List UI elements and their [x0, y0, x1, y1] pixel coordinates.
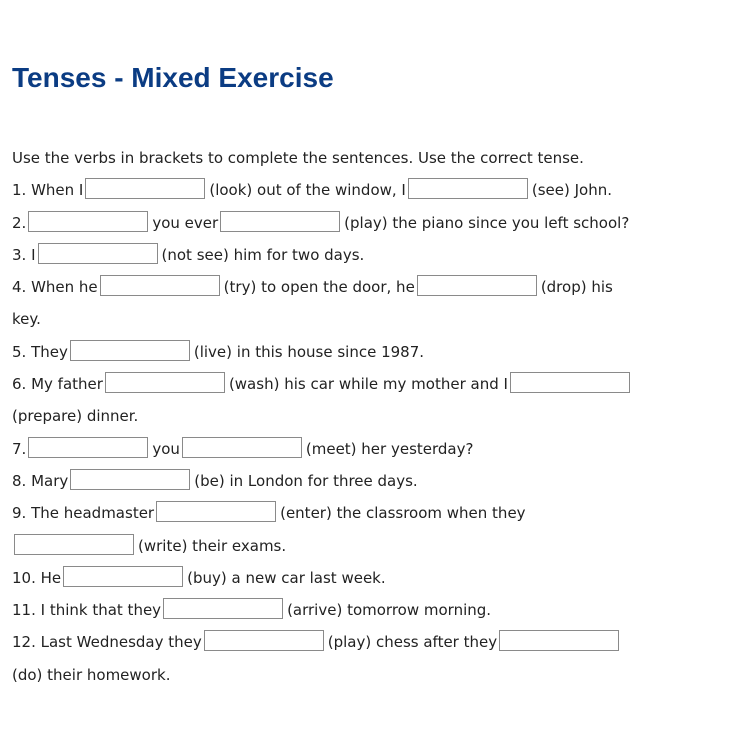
sentence-text: (not see) him for two days.: [161, 245, 365, 264]
exercise-line: [12, 530, 712, 562]
answer-input[interactable]: [14, 534, 134, 555]
sentence-text: (see) John.: [531, 181, 612, 200]
answer-input[interactable]: [70, 340, 190, 361]
answer-input[interactable]: [163, 598, 283, 619]
sentence-text: 1. When I: [12, 181, 84, 200]
sentence-text: (try) to open the door, he: [223, 278, 415, 297]
exercise-line: [12, 239, 712, 271]
answer-input[interactable]: [408, 178, 528, 199]
answer-input[interactable]: [28, 437, 148, 458]
exercise-line: [12, 174, 712, 206]
answer-input[interactable]: [499, 630, 619, 651]
sentence-text: 8. Mary: [12, 471, 69, 490]
sentence-text: (meet) her yesterday?: [305, 439, 474, 458]
exercise-line: [12, 497, 712, 529]
answer-input[interactable]: [204, 630, 324, 651]
sentence-text: (be) in London for three days.: [194, 471, 418, 490]
exercise-line: [12, 433, 712, 465]
exercise-lines: [12, 174, 712, 691]
sentence-text: 10. He: [12, 568, 62, 587]
sentence-text: (look) out of the window, I: [209, 181, 406, 200]
sentence-text: (wash) his car while my mother and I: [228, 375, 508, 394]
sentence-text: 4. When he: [12, 278, 98, 297]
sentence-text: (do) their homework.: [12, 665, 171, 684]
answer-input[interactable]: [417, 275, 537, 296]
answer-input[interactable]: [85, 178, 205, 199]
answer-input[interactable]: [63, 566, 183, 587]
sentence-text: 9. The headmaster: [12, 504, 155, 523]
sentence-text: 5. They: [12, 342, 68, 361]
exercise-line: [12, 594, 712, 626]
sentence-text: (play) chess after they: [327, 633, 498, 652]
sentence-text: (drop) his: [540, 278, 613, 297]
sentence-text: (enter) the classroom when they: [280, 504, 526, 523]
exercise-line: [12, 207, 712, 239]
answer-input[interactable]: [100, 275, 220, 296]
answer-input[interactable]: [105, 372, 225, 393]
sentence-text: (prepare) dinner.: [12, 407, 139, 426]
answer-input[interactable]: [182, 437, 302, 458]
page-title: Tenses - Mixed Exercise: [12, 62, 334, 93]
sentence-text: 2.: [12, 213, 27, 232]
sentence-text: you ever: [152, 213, 219, 232]
sentence-text: 11. I think that they: [12, 601, 162, 620]
sentence-text: key.: [12, 310, 41, 329]
answer-input[interactable]: [220, 211, 340, 232]
sentence-text: (write) their exams.: [138, 536, 287, 555]
answer-input[interactable]: [510, 372, 630, 393]
sentence-text: you: [152, 439, 180, 458]
sentence-text: (live) in this house since 1987.: [193, 342, 425, 361]
exercise-line: [12, 368, 712, 400]
sentence-text: (play) the piano since you left school?: [344, 213, 630, 232]
answer-input[interactable]: [156, 501, 276, 522]
sentence-text: (arrive) tomorrow morning.: [287, 601, 492, 620]
exercise-line: [12, 271, 712, 303]
sentence-text: 6. My father: [12, 375, 103, 394]
exercise-line: [12, 400, 712, 432]
exercise-line: [12, 303, 712, 335]
exercise-line: [12, 659, 712, 691]
exercise-line: [12, 562, 712, 594]
sentence-text: 3. I: [12, 245, 36, 264]
sentence-text: 12. Last Wednesday they: [12, 633, 202, 652]
answer-input[interactable]: [70, 469, 190, 490]
exercise-line: [12, 336, 712, 368]
exercise-line: [12, 465, 712, 497]
exercise-body: [12, 142, 712, 691]
sentence-text: (buy) a new car last week.: [187, 568, 386, 587]
instructions: Use the verbs in brackets to complete the sentences. Use the correct tense.: [12, 149, 584, 167]
sentence-text: 7.: [12, 439, 27, 458]
exercise-line: [12, 626, 712, 658]
answer-input[interactable]: [38, 243, 158, 264]
answer-input[interactable]: [28, 211, 148, 232]
